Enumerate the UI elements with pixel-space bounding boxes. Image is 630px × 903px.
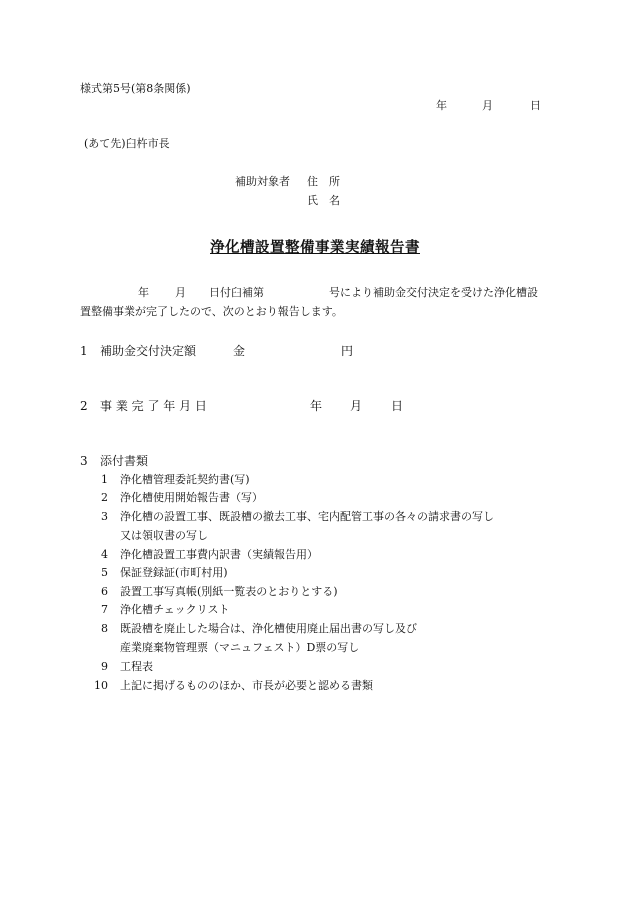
attachment-item-text-continued: 又は領収書の写し	[120, 529, 208, 542]
attachment-item-text: 浄化槽使用開始報告書（写）	[120, 491, 263, 504]
attachment-item-number: 5	[101, 566, 108, 579]
intro-year: 年	[138, 286, 149, 299]
intro-continuation: 号により補助金交付決定を受けた浄化槽設	[329, 286, 538, 299]
intro-month: 月	[175, 286, 186, 299]
attachment-item-text: 浄化槽チェックリスト	[120, 603, 230, 616]
attachment-item-number: 4	[101, 548, 108, 561]
attachment-item-text: 設置工事写真帳(別紙一覧表のとおりとする)	[120, 585, 338, 598]
form-number: 様式第5号(第8条関係)	[80, 82, 191, 95]
attachment-item-text: 浄化槽設置工事費内訳書（実績報告用）	[120, 548, 318, 561]
section-2-day: 日	[391, 399, 404, 413]
applicant-label: 補助対象者	[235, 175, 290, 188]
section-1-label: 補助金交付決定額	[100, 344, 197, 358]
attachment-item-number: 10	[94, 679, 108, 692]
section-3-number: 3	[80, 454, 88, 468]
attachment-item-text: 浄化槽の設置工事、既設槽の撤去工事、宅内配管工事の各々の請求書の写し	[120, 510, 494, 523]
attachment-item-text: 既設槽を廃止した場合は、浄化槽使用廃止届出書の写し及び	[120, 622, 417, 635]
attachment-item-text: 浄化槽管理委託契約書(写)	[120, 473, 250, 486]
section-2-number: 2	[80, 399, 88, 413]
attachment-item-number: 1	[101, 473, 108, 486]
attachment-item-number: 6	[101, 585, 108, 598]
attachment-item-text: 上記に掲げるもののほか、市長が必要と認める書類	[120, 679, 373, 692]
intro-date-ref: 日付臼補第	[209, 286, 264, 299]
date-month-label: 月	[482, 99, 493, 112]
section-2-month: 月	[350, 399, 363, 413]
attachment-item-number: 8	[101, 622, 108, 635]
name-label: 氏 名	[307, 194, 340, 207]
section-2-year: 年	[310, 399, 323, 413]
section-1-kin: 金	[233, 344, 246, 358]
attachment-item-text: 保証登録証(市町村用)	[120, 566, 228, 579]
attachment-item-number: 7	[101, 603, 108, 616]
section-2-label: 事 業 完 了 年 月 日	[100, 399, 207, 413]
intro-line-2: 置整備事業が完了したので、次のとおり報告します。	[80, 305, 343, 318]
date-year-label: 年	[436, 99, 447, 112]
section-3-label: 添付書類	[100, 454, 149, 468]
attachment-item-number: 2	[101, 491, 108, 504]
attachment-item-text: 工程表	[120, 660, 153, 673]
section-1-number: 1	[80, 344, 88, 358]
attachment-item-number: 9	[101, 660, 108, 673]
address-label: 住 所	[307, 175, 340, 188]
date-day-label: 日	[530, 99, 541, 112]
attachment-item-number: 3	[101, 510, 108, 523]
addressee: (あて先)臼杵市長	[84, 137, 170, 150]
section-1-yen: 円	[341, 344, 354, 358]
attachment-item-text-continued: 産業廃棄物管理票（マニュフェスト）D票の写し	[120, 641, 360, 654]
document-title: 浄化槽設置整備事業実績報告書	[210, 239, 420, 256]
